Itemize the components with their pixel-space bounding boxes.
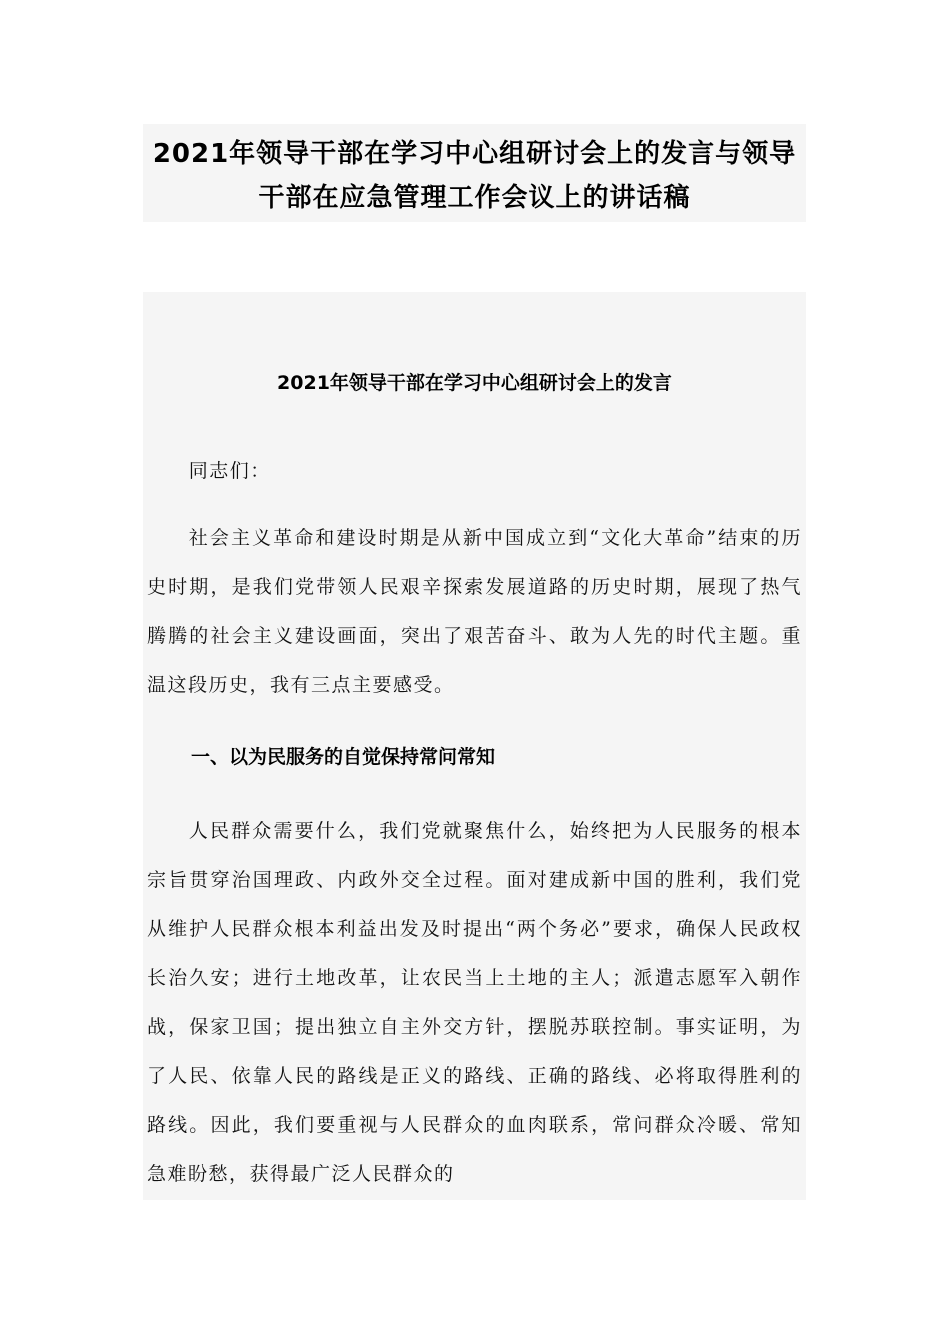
content-block (143, 292, 806, 1200)
document-title: 2021年领导干部在学习中心组研讨会上的发言与领导干部在应急管理工作会议上的讲话稿 (152, 139, 797, 213)
title-block (143, 124, 806, 222)
greeting: 同志们： (188, 460, 271, 482)
section-title: 2021年领导干部在学习中心组研讨会上的发言 (277, 372, 672, 394)
paragraph-2: 人民群众需要什么，我们党就聚焦什么，始终把为人民服务的根本宗旨贯穿治国理政、内政外交全过程。面对建成新中国的胜利，我们党从维护人民群众根本利益出发及时提出“两个务必”要求，确保人民政权长治久安；进行土地改革，让农民当上土地的主人；派遣志愿军入朝作战，保家卫国；提出独立自主外交方针，摆脱苏联控制。事实证明，为了人民、依靠人民的路线是正义的路线、正确的路线、必将取得胜利的路线。因此，我们要重视与人民群众的血肉联系，常问群众冷暖、常知急难盼愁，获得最广泛人民群众的 (147, 820, 802, 1185)
heading-1: 一、以为民服务的自觉保持常问常知 (191, 746, 496, 768)
paragraph-1: 社会主义革命和建设时期是从新中国成立到“文化大革命”结束的历史时期，是我们党带领人民艰辛探索发展道路的历史时期，展现了热气腾腾的社会主义建设画面，突出了艰苦奋斗、敢为人先的时代主题。重温这段历史，我有三点主要感受。 (147, 527, 802, 696)
